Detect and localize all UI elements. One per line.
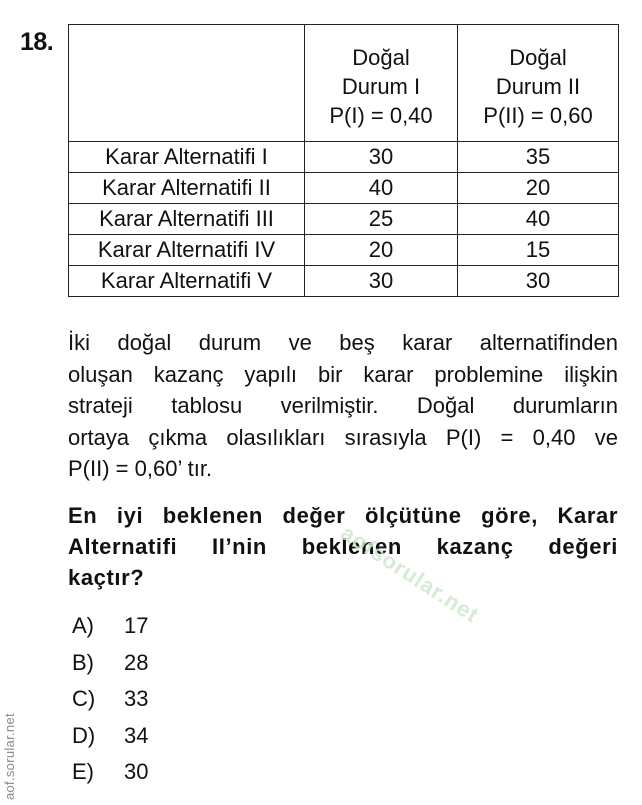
- table-header-row: [69, 25, 619, 142]
- cell-value: 40: [458, 204, 619, 235]
- paragraph-line: ortaya çıkma olasılıkları sırasıyla P(I) = 0,40 ve: [68, 424, 618, 450]
- cell-value: 30: [458, 266, 619, 297]
- option-letter: B): [72, 649, 94, 675]
- option-d[interactable]: [72, 718, 148, 755]
- question-number: 18.: [20, 28, 54, 56]
- option-value: 33: [124, 686, 149, 712]
- prompt-line: En iyi beklenen değer ölçütüne göre, Karar: [68, 503, 618, 528]
- row-label: Karar Alternatifi IV: [69, 235, 305, 266]
- question-prompt: [68, 500, 618, 593]
- side-watermark: aof.sorular.net: [2, 713, 17, 800]
- option-a[interactable]: [72, 608, 148, 645]
- header-line: P(I) = 0,40: [329, 102, 433, 128]
- option-letter: C): [72, 686, 96, 712]
- option-value: 28: [124, 649, 149, 675]
- header-natural-state-1: [305, 25, 458, 142]
- option-letter: D): [72, 722, 96, 748]
- header-line: Durum I: [341, 73, 421, 99]
- cell-value: 15: [458, 235, 619, 266]
- header-natural-state-2: [458, 25, 619, 142]
- paragraph-line: oluşan kazanç yapılı bir karar problemine ilişkin: [68, 361, 618, 387]
- prompt-line: kaçtır?: [68, 565, 145, 590]
- cell-value: 35: [458, 142, 619, 173]
- option-value: 34: [124, 722, 149, 748]
- cell-value: 20: [458, 173, 619, 204]
- paragraph-line: strateji tablosu verilmiştir. Doğal durumların: [68, 393, 618, 418]
- option-letter: A): [72, 613, 94, 639]
- header-line: P(II) = 0,60: [483, 102, 593, 128]
- row-label: Karar Alternatifi II: [69, 173, 305, 204]
- prompt-line: Alternatifi II’nin beklenen kazanç değeri: [68, 534, 618, 559]
- cell-value: 30: [305, 266, 458, 297]
- table-row: [69, 173, 619, 204]
- option-letter: E): [72, 759, 94, 785]
- question-paragraph: [68, 327, 618, 485]
- table-row: [69, 235, 619, 266]
- option-c[interactable]: [72, 681, 148, 718]
- option-value: 17: [124, 613, 149, 639]
- cell-value: 30: [305, 142, 458, 173]
- table-row: [69, 204, 619, 235]
- answer-options: [72, 608, 148, 791]
- cell-value: 40: [305, 173, 458, 204]
- row-label: Karar Alternatifi V: [69, 266, 305, 297]
- cell-value: 25: [305, 204, 458, 235]
- option-e[interactable]: [72, 754, 148, 791]
- option-value: 30: [124, 759, 149, 785]
- table-corner-cell: [69, 25, 305, 142]
- strategy-table: [68, 24, 619, 297]
- cell-value: 20: [305, 235, 458, 266]
- option-b[interactable]: [72, 645, 148, 682]
- diagonal-watermark: aofsorular.net: [336, 520, 484, 628]
- header-line: Doğal: [352, 44, 410, 70]
- header-line: Durum II: [495, 73, 581, 99]
- row-label: Karar Alternatifi III: [69, 204, 305, 235]
- header-line: Doğal: [509, 44, 567, 70]
- paragraph-line: P(II) = 0,60’ tır.: [68, 456, 213, 481]
- row-label: Karar Alternatifi I: [69, 142, 305, 173]
- paragraph-line: İki doğal durum ve beş karar alternatifinden: [68, 330, 618, 355]
- table-row: [69, 142, 619, 173]
- table-row: [69, 266, 619, 297]
